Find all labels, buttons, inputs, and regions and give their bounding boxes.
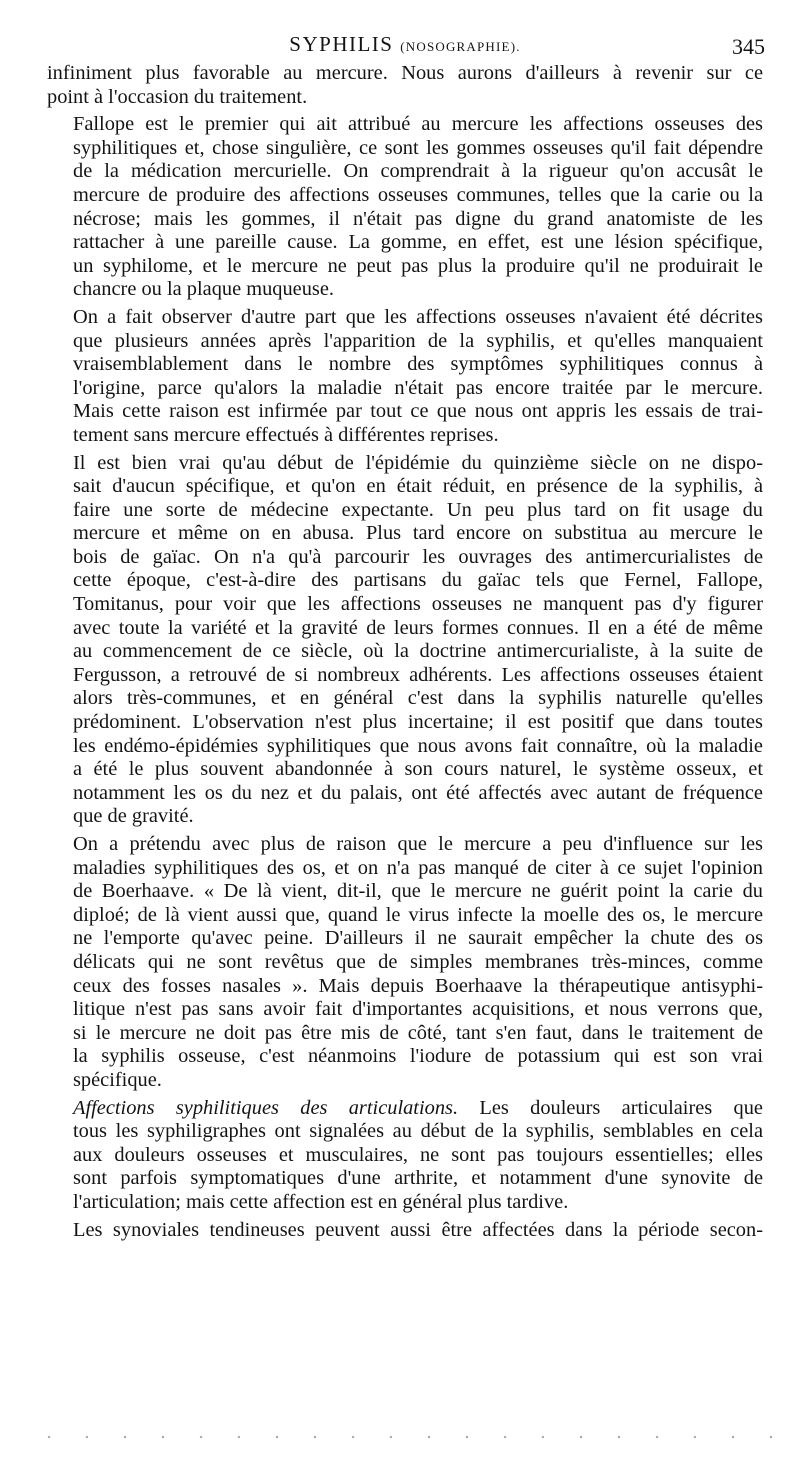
text-line: Fallope est le premier qui ait attribué au mercure les affections osseuses des	[73, 113, 763, 136]
text-line: diploé; de là vient aussi que, quand le virus infecte la moelle des os, le mercure	[73, 903, 763, 926]
text-line: syphilitiques et, chose singulière, ce sont les gommes osseuses qu'il fait dépendre	[73, 136, 763, 159]
text-line: spécifique.	[73, 1068, 162, 1091]
text-line: Fergusson, a retrouvé de si nombreux adhérents. Les affections osseuses étaient	[73, 663, 763, 686]
paragraph	[47, 1097, 763, 1215]
text-line: aux douleurs osseuses et musculaires, ne sont pas toujours essentielles; elles	[73, 1143, 763, 1166]
text-line: Il est bien vrai qu'au début de l'épidémie du quinzième siècle on ne dispo-	[73, 451, 763, 474]
text-line: sont parfois symptomatiques d'une arthrite, et notamment d'une synovite de	[73, 1167, 763, 1190]
text-line: bois de gaïac. On n'a qu'à parcourir les ouvrages des antimercurialistes de	[73, 545, 763, 568]
paragraph	[47, 113, 763, 302]
text-line: alors très-communes, et en général c'est dans la syphilis naturelle qu'elles	[73, 687, 763, 710]
text-line: l'origine, parce qu'alors la maladie n'était pas encore traitée par le mercure.	[73, 376, 763, 399]
paragraph	[47, 306, 763, 448]
text-line: litique n'est pas sans avoir fait d'importantes acquisitions, et nous verrons que,	[73, 998, 763, 1021]
text-line: au commencement de ce siècle, où la doctrine antimercurialiste, à la suite de	[73, 640, 763, 663]
text-line: un syphilome, et le mercure ne peut pas plus la produire qu'il ne produirait le	[73, 254, 763, 277]
text-line: On a fait observer d'autre part que les affections osseuses n'avaient été décrites	[73, 305, 763, 328]
text-line: a été le plus souvent abandonnée à son cours naturel, le système osseux, et	[73, 758, 763, 781]
text-line: délicats qui ne sont revêtus que de simples membranes très-minces, comme	[73, 950, 763, 973]
text-line: avec toute la variété et la gravité de leurs formes connues. Il en a été de même	[73, 616, 763, 639]
text-line: mercure et même on en abusa. Plus tard encore on substitua au mercure le	[73, 522, 763, 545]
running-title-main: SYPHILIS	[289, 32, 394, 56]
text-line: nécrose; mais les gommes, il n'était pas digne du grand anatomiste de les	[73, 207, 763, 230]
body-text	[47, 62, 763, 1242]
text-line: On a prétendu avec plus de raison que le mercure a peu d'influence sur les	[73, 833, 763, 855]
text-line: maladies syphilitiques des os, et on n'a pas manqué de citer à ce sujet l'opinion	[73, 856, 763, 879]
scan-artifact	[30, 1434, 775, 1440]
text-line: tous les syphiligraphes ont signalées au début de la syphilis, semblables en cela	[73, 1120, 763, 1143]
text-line: chancre ou la plaque muqueuse.	[73, 278, 335, 301]
text-line: la syphilis osseuse, c'est néanmoins l'iodure de potassium qui est son vrai	[73, 1045, 763, 1068]
text-line: ceux des fosses nasales ». Mais depuis Boerhaave la thérapeutique antisyphi-	[73, 974, 763, 997]
paragraph	[47, 833, 763, 1093]
paragraph	[47, 452, 763, 830]
text-line: notamment les os du nez et du palais, ont été affectés avec autant de fréquence	[73, 781, 763, 804]
text-line: si le mercure ne doit pas être mis de côté, tant s'en faut, dans le traitement de	[73, 1021, 763, 1044]
text-line: que de gravité.	[73, 805, 194, 828]
running-title-sub: (NOSOGRAPHIE).	[400, 39, 521, 54]
text-line: l'articulation; mais cette affection est en général plus tardive.	[73, 1190, 569, 1213]
page-number: 345	[732, 34, 765, 59]
paragraph	[47, 1219, 763, 1243]
text-line: sait d'aucun spécifique, et qu'on en était réduit, en présence de la syphilis, à	[73, 475, 763, 498]
text-line	[47, 1097, 763, 1121]
running-title	[45, 32, 765, 57]
text-line: point à l'occasion du traitement.	[47, 85, 308, 108]
text-line: Mais cette raison est infirmée par tout ce que nous ont appris les essais de trai-	[73, 400, 763, 423]
text-line: infiniment plus favorable au mercure. Nous aurons d'ailleurs à revenir sur ce	[47, 62, 763, 84]
text-line: prédominent. L'observation n'est plus incertaine; il est positif que dans toutes	[73, 711, 763, 734]
text-line: ne l'emporte qu'avec peine. D'ailleurs il ne saurait empêcher la chute des os	[73, 927, 763, 950]
running-head	[45, 28, 765, 62]
section-heading: Affections syphilitiques des articulations.	[73, 1096, 459, 1119]
text-line: cette époque, c'est-à-dire des partisans du gaïac tels que Fernel, Fallope,	[73, 569, 763, 592]
paragraph	[47, 62, 763, 109]
text-line-rest: Les douleurs articulaires que	[458, 1096, 763, 1119]
text-line: faire une sorte de médecine expectante. Un peu plus tard on fit usage du	[73, 498, 763, 521]
text-line: les endémo-épidémies syphilitiques que nous avons fait connaître, où la maladie	[73, 734, 763, 757]
text-line: rattacher à une pareille cause. La gomme, en effet, est une lésion spécifique,	[73, 231, 763, 254]
text-line: Les synoviales tendineuses peuvent aussi être affectées dans la période secon-	[73, 1218, 763, 1241]
text-line: que plusieurs années après l'apparition de la syphilis, et qu'elles manquaient	[73, 329, 763, 352]
text-line: mercure de produire des affections osseuses communes, telles que la carie ou la	[73, 183, 763, 206]
text-line: vraisemblablement dans le nombre des symptômes syphilitiques connus à	[73, 353, 763, 376]
text-line: Tomitanus, pour voir que les affections osseuses ne manquent pas d'y figurer	[73, 593, 763, 616]
text-line: de la médication mercurielle. On comprendrait à la rigueur qu'on accusât le	[73, 160, 763, 183]
text-line: de Boerhaave. « De là vient, dit-il, que le mercure ne guérit point la carie du	[73, 880, 763, 903]
text-line: tement sans mercure effectués à différentes reprises.	[73, 423, 499, 446]
